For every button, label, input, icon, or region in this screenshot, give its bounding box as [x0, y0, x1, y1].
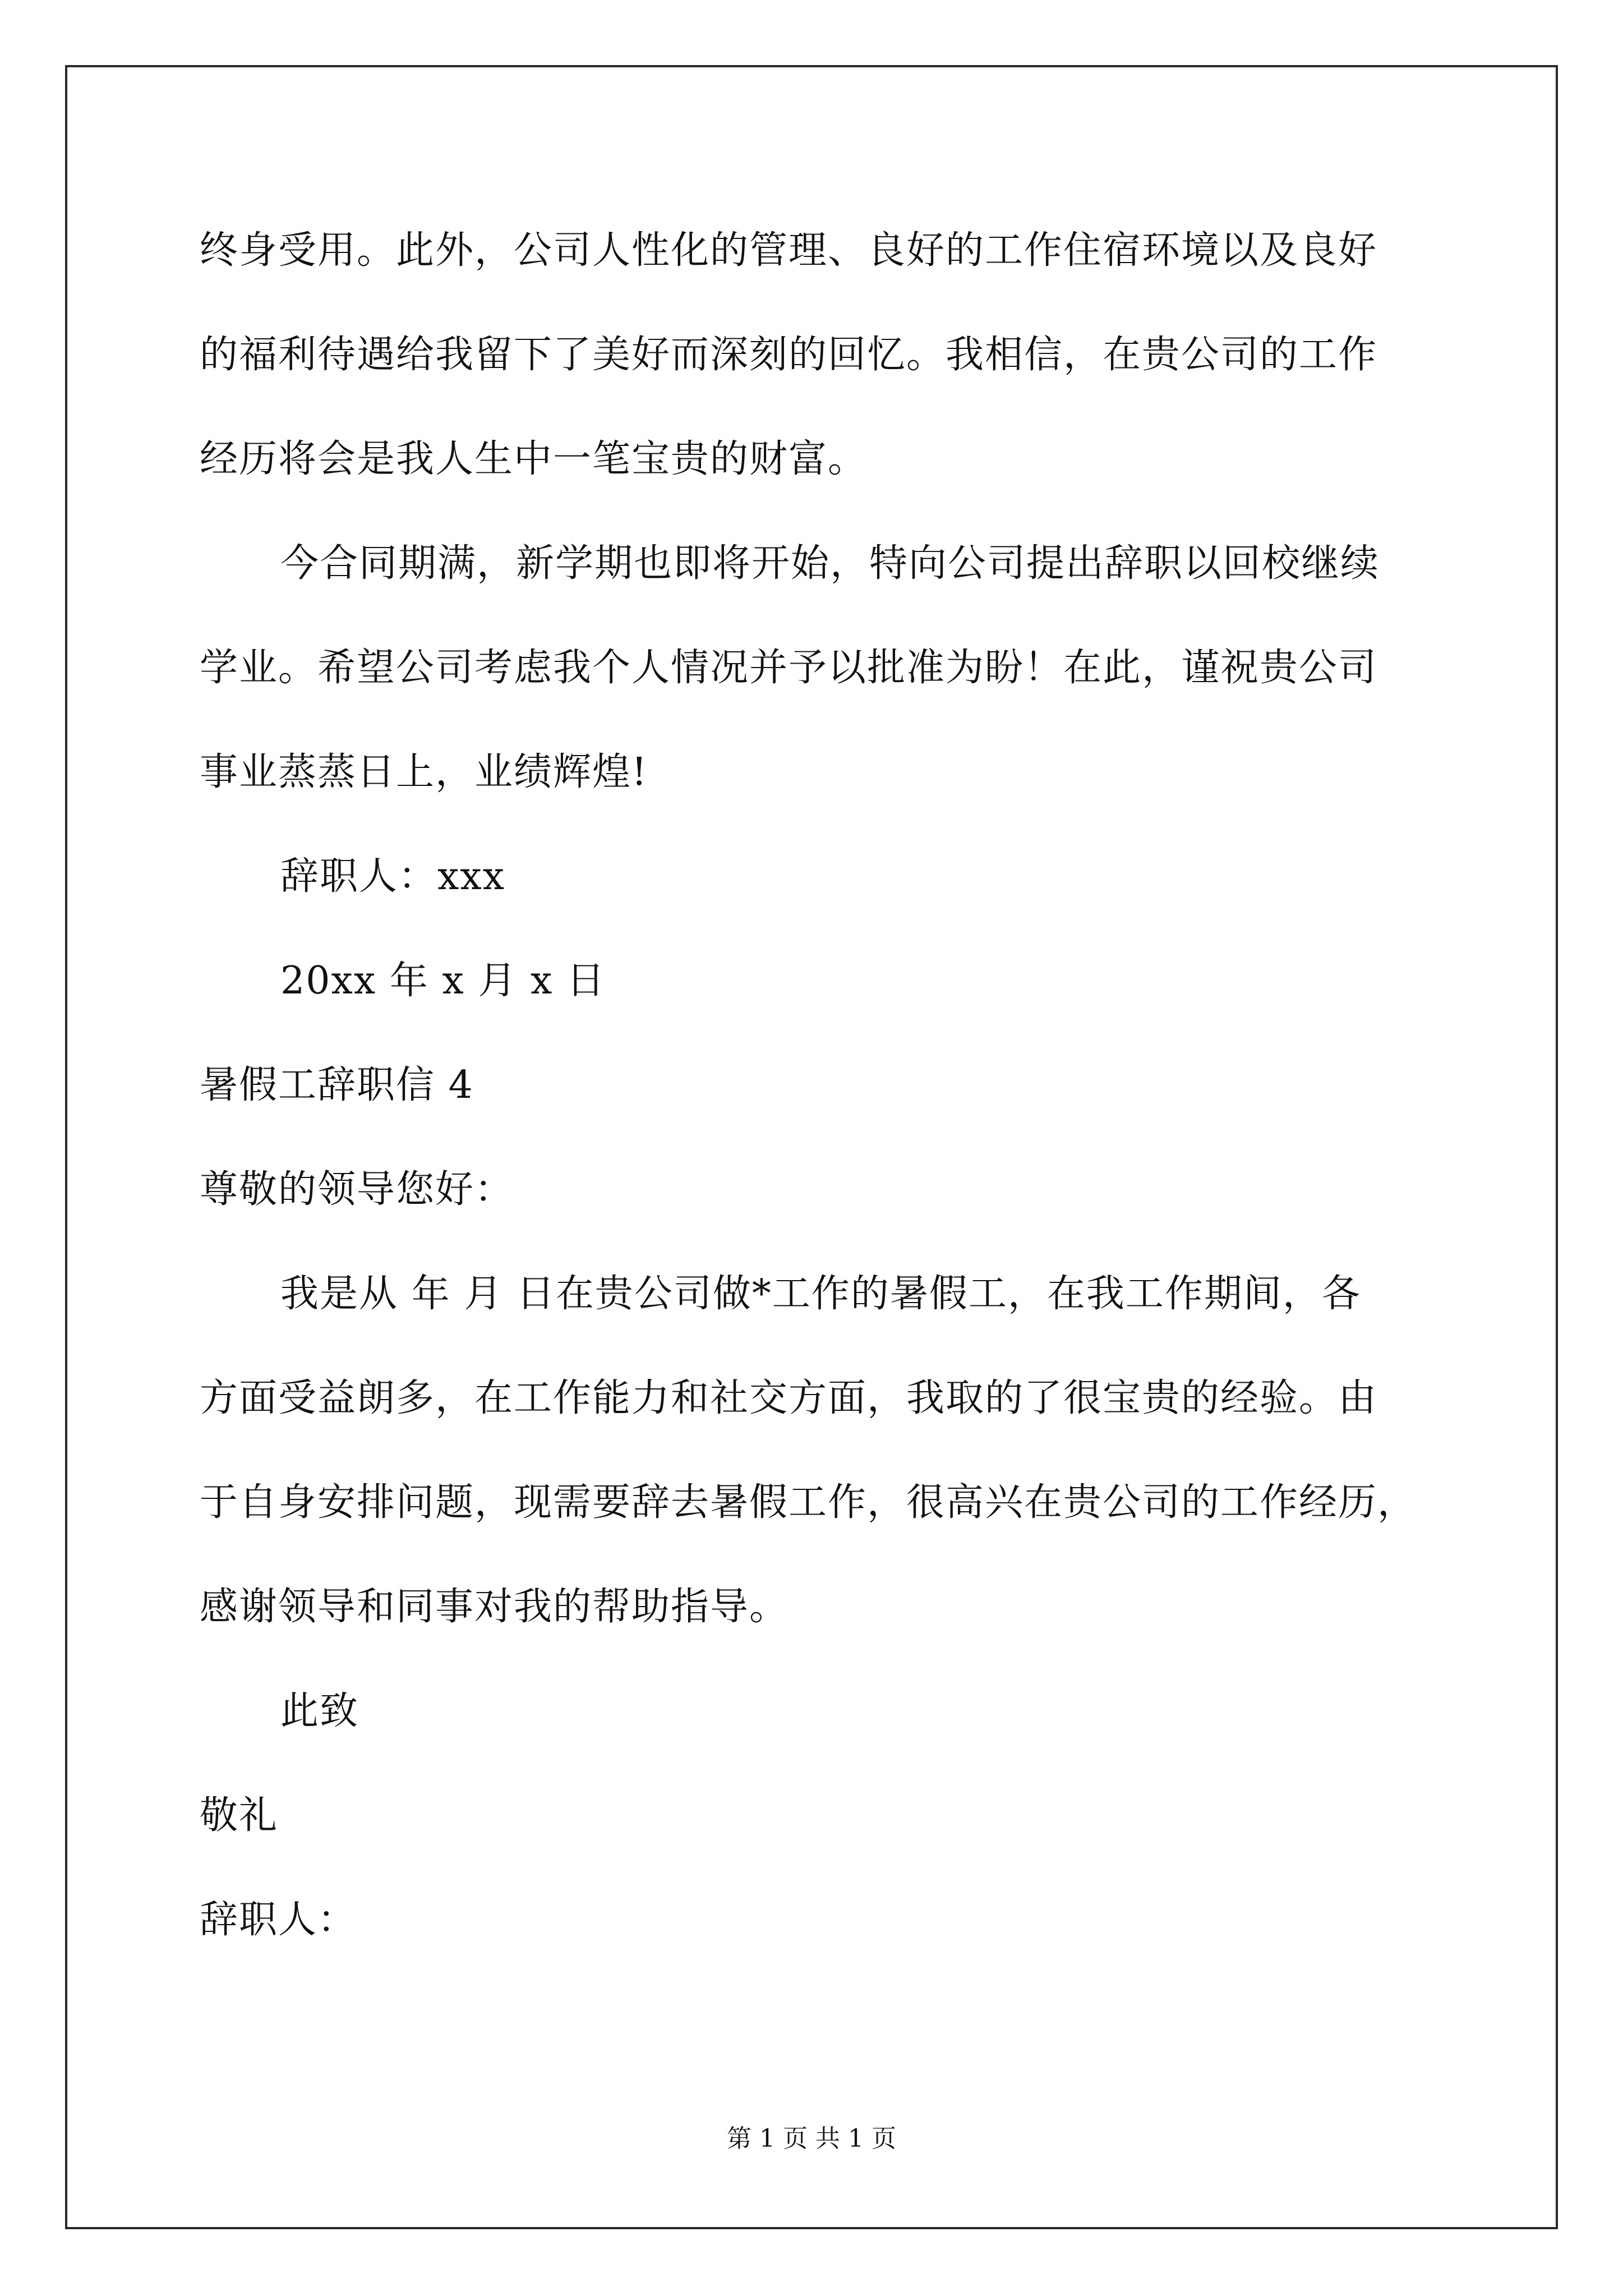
- closing-line: 敬礼: [200, 1793, 279, 1838]
- body-line: 于自身安排问题，现需要辞去暑假工作，很高兴在贵公司的工作经历，: [200, 1480, 1417, 1525]
- body-line: 经历将会是我人生中一笔宝贵的财富。: [200, 437, 868, 481]
- signature-line: 辞职人：: [200, 1898, 357, 1942]
- body-line: 的福利待遇给我留下了美好而深刻的回忆。我相信，在贵公司的工作: [200, 333, 1378, 377]
- body-line: 今合同期满，新学期也即将开始，特向公司提出辞职以回校继续: [280, 541, 1380, 586]
- body-line: 方面受益朗多，在工作能力和社交方面，我取的了很宝贵的经验。由: [200, 1376, 1378, 1420]
- body-line: 我是从 年 月 日在贵公司做*工作的暑假工，在我工作期间，各: [280, 1272, 1361, 1316]
- closing-line: 此致: [280, 1689, 359, 1733]
- body-line: 学业。希望公司考虑我个人情况并予以批准为盼！在此，谨祝贵公司: [200, 646, 1378, 690]
- body-line: 事业蒸蒸日上，业绩辉煌!: [200, 750, 648, 794]
- date-line: 20xx 年 x 月 x 日: [280, 959, 606, 1003]
- body-line: 终身受用。此外，公司人性化的管理、良好的工作住宿环境以及良好: [200, 228, 1378, 273]
- body-line: 感谢领导和同事对我的帮助指导。: [200, 1585, 789, 1629]
- signature-line: 辞职人：xxx: [280, 854, 506, 899]
- salutation: 尊敬的领导您好：: [200, 1167, 514, 1212]
- section-title: 暑假工辞职信 4: [200, 1063, 474, 1107]
- page-number: 第 1 页 共 1 页: [727, 2124, 896, 2153]
